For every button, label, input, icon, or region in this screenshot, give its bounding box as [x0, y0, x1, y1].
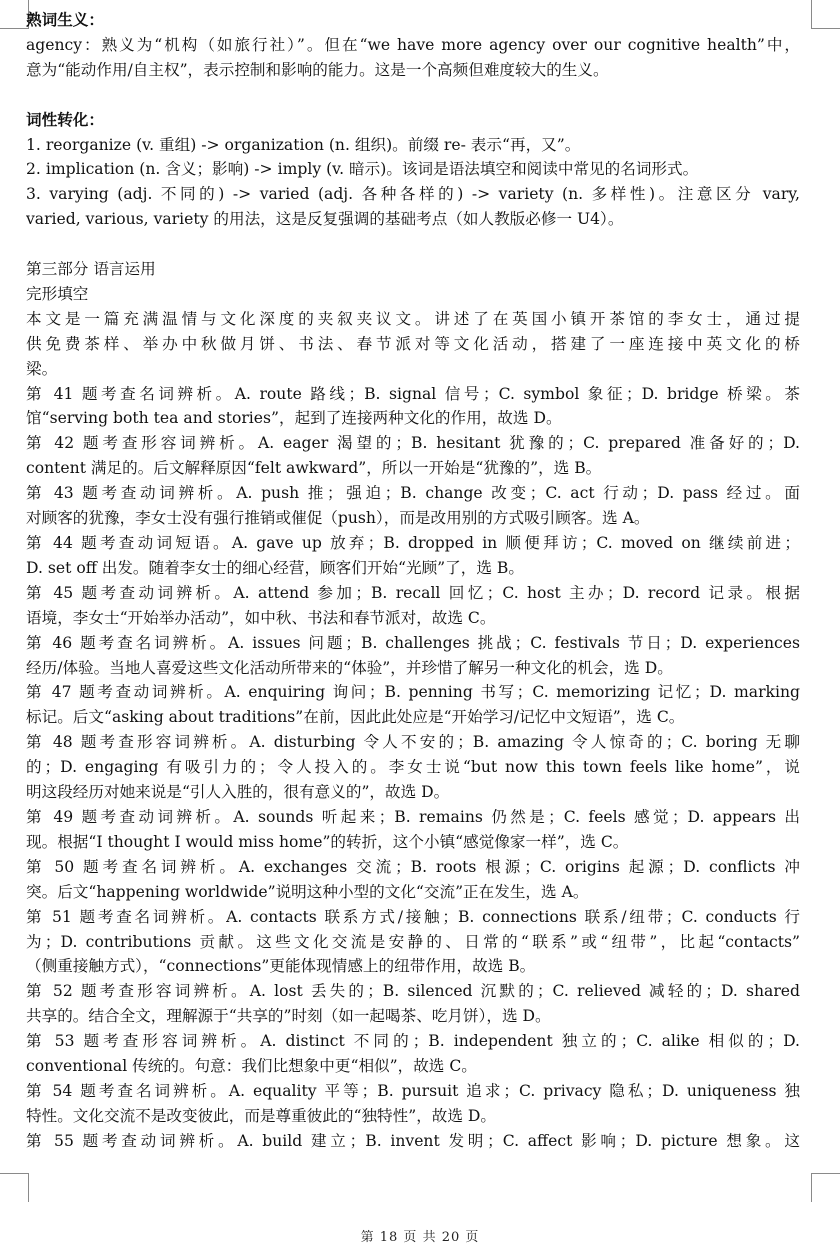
body-line: 第 45 题考查动词辨析。A. attend 参加；B. recall 回忆；C. host 主办；D. record 记录。根据	[26, 583, 800, 602]
body-line: 第 48 题考查形容词辨析。A. disturbing 令人不安的；B. amazing 令人惊奇的；C. boring 无聊	[26, 733, 800, 752]
body-line: 标记。后文“asking about traditions”在前，因此此处应是“开始学习/记忆中文短语”，选 C。	[26, 708, 685, 727]
pos-line: varied, various, variety 的用法，这是反复强调的基础考点（如人教版必修一 U4）。	[26, 210, 624, 229]
body-line: 第 55 题考查动词辨析。A. build 建立；B. invent 发明；C. affect 影响；D. picture 想象。这	[26, 1131, 800, 1150]
body-line: 第 46 题考查名词辨析。A. issues 问题；B. challenges 挑战；C. festivals 节日；D. experiences	[26, 633, 800, 652]
pos-line: 1. reorganize (v. 重组) -> organization (n. 组织)。前缀 re- 表示“再，又”。	[26, 135, 581, 154]
body-line: 本文是一篇充满温情与文化深度的夹叙夹议文。讲述了在英国小镇开茶馆的李女士，通过提	[26, 309, 800, 328]
body-line: 供免费茶样、举办中秋做月饼、书法、春节派对等文化活动，搭建了一座连接中英文化的桥	[26, 334, 800, 353]
body-line: 第 43 题考查动词辨析。A. push 推；强迫；B. change 改变；C. act 行动；D. pass 经过。面	[26, 484, 800, 503]
body-line: 现。根据“I thought I would miss home”的转折，这个小镇“感觉像家一样”，选 C。	[26, 832, 629, 851]
body-line: 第 53 题考查形容词辨析。A. distinct 不同的；B. independent 独立的；C. alike 相似的；D.	[26, 1032, 800, 1051]
heading-word-meaning: 熟词生义：	[26, 10, 104, 29]
body-line: 第 50 题考查名词辨析。A. exchanges 交流；B. roots 根源；C. origins 起源；D. conflicts 冲	[26, 857, 800, 876]
body-line: 语境，李女士“开始举办活动”，如中秋、书法和春节派对，故选 C。	[26, 608, 496, 627]
body-line: （侧重接触方式），“connections”更能体现情感上的纽带作用，故选 B。	[26, 957, 536, 976]
heading-part-of-speech: 词性转化：	[26, 109, 104, 129]
body-line: conventional 传统的。句意：我们比想象中更“相似”，故选 C。	[26, 1057, 477, 1076]
body-line: 第 51 题考查名词辨析。A. contacts 联系方式/接触；B. connections 联系/纽带；C. conducts 行	[26, 907, 800, 926]
spacer	[26, 232, 800, 257]
page-number-footer: 第 18 页 共 20 页	[360, 1230, 480, 1245]
body-line: 第 52 题考查形容词辨析。A. lost 丢失的；B. silenced 沉默的；C. relieved 减轻的；D. shared	[26, 982, 800, 1001]
sub-title: 完形填空	[26, 284, 89, 303]
body-line: 共享的。结合全文，理解源于“共享的”时刻（如一起喝茶、吃月饼），选 D。	[26, 1007, 551, 1026]
body-line: 明这段经历对她来说是“引人入胜的，很有意义的”，故选 D。	[26, 783, 450, 802]
body-line: 馆“serving both tea and stories”，起到了连接两种文化的作用，故选 D。	[26, 409, 562, 428]
body-line: D. set off 出发。随着李女士的细心经营，顾客们开始“光顾”了，选 B。	[26, 558, 524, 577]
body-line: 第 41 题考查名词辨析。A. route 路线；B. signal 信号；C. symbol 象征；D. bridge 桥梁。茶	[26, 384, 800, 403]
body-line: 经历/体验。当地人喜爱这些文化活动所带来的“体验”，并珍惜了解另一种文化的机会，选 D。	[26, 658, 673, 677]
body-line: 第 47 题考查动词辨析。A. enquiring 询问；B. penning 书写；C. memorizing 记忆；D. marking	[26, 683, 800, 702]
body-line: content 满足的。后文解释原因“felt awkward”，所以一开始是“犹豫的”，选 B。	[26, 459, 602, 478]
body-line: 突。后文“happening worldwide”说明这种小型的文化“交流”正在发生，选 A。	[26, 882, 589, 901]
pos-line: 2. implication (n. 含义；影响) -> imply (v. 暗示)。该词是语法填空和阅读中常见的名词形式。	[26, 160, 699, 179]
body-line: 梁。	[26, 359, 58, 378]
crop-mark-top-right	[811, 0, 840, 29]
body-line: 为；D. contributions 贡献。这些文化交流是安静的、日常的“联系”或“纽带”，比起“contacts”	[26, 932, 800, 951]
meaning-line: 意为“能动作用/自主权”，表示控制和影响的能力。这是一个高频但难度较大的生义。	[26, 60, 609, 79]
page-content	[26, 8, 800, 1154]
body-line: 对顾客的犹豫，李女士没有强行推销或催促（push），而是改用别的方式吸引顾客。选 A。	[26, 509, 650, 528]
crop-mark-bottom-right	[811, 1173, 840, 1202]
meaning-line: agency：熟义为“机构（如旅行社）”。但在“we have more agency over our cognitive health”中，	[26, 35, 800, 54]
part-title: 第三部分 语言运用	[26, 260, 156, 279]
crop-mark-bottom-left	[0, 1173, 29, 1202]
body-line: 特性。文化交流不是改变彼此，而是尊重彼此的“独特性”，故选 D。	[26, 1106, 497, 1125]
body-line: 的；D. engaging 有吸引力的；令人投入的。李女士说“but now this town feels like home”，说	[26, 758, 800, 777]
pos-line: 3. varying (adj. 不同的) -> varied (adj. 各种各样的) -> variety (n. 多样性)。注意区分 vary,	[26, 185, 800, 204]
spacer	[26, 83, 800, 108]
body-line: 第 44 题考查动词短语。A. gave up 放弃；B. dropped in 顺便拜访；C. moved on 继续前进；	[26, 534, 800, 552]
body-line: 第 49 题考查动词辨析。A. sounds 听起来；B. remains 仍然是；C. feels 感觉；D. appears 出	[26, 807, 800, 826]
crop-mark-top-left	[0, 0, 29, 29]
body-line: 第 54 题考查名词辨析。A. equality 平等；B. pursuit 追求；C. privacy 隐私；D. uniqueness 独	[26, 1081, 800, 1100]
body-line: 第 42 题考查形容词辨析。A. eager 渴望的；B. hesitant 犹豫的；C. prepared 准备好的；D.	[26, 434, 800, 453]
